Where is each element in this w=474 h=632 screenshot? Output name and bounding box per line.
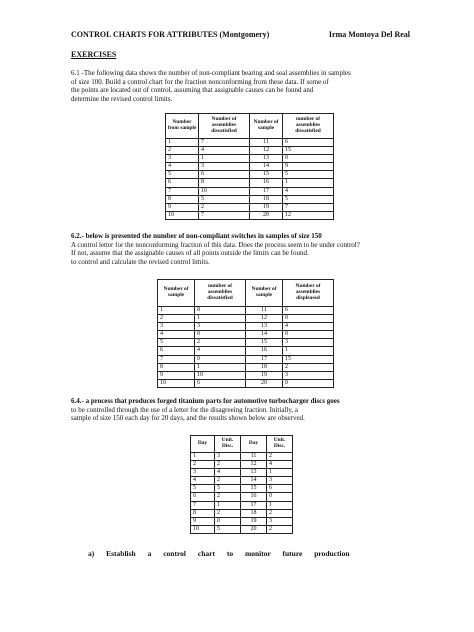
table-cell: 6: [283, 307, 334, 315]
table-row: [166, 171, 334, 179]
table-row: [191, 501, 293, 509]
table-cell: 2: [283, 363, 334, 371]
table-cell: 4: [283, 187, 334, 195]
table-cell: 1: [166, 139, 199, 147]
table-6-2: [157, 279, 334, 388]
table-row: [158, 315, 334, 323]
table-cell: 18: [246, 363, 283, 371]
table-cell: 2: [215, 509, 241, 517]
table-row: [166, 203, 334, 211]
table-cell: 9: [191, 517, 215, 525]
column-header: Unit. Disc.: [267, 436, 293, 453]
table-body: [191, 453, 293, 534]
table-cell: 3: [283, 339, 334, 347]
table-cell: 10: [199, 187, 250, 195]
column-header: Number of sample: [250, 114, 283, 139]
table-cell: 6: [283, 139, 334, 147]
table-cell: 19: [246, 371, 283, 379]
exercise-6-2-title: 6.2.- below is presented the number of non-compliant switches in samples of size 150: [71, 232, 322, 240]
exercise-6-4-line: to be controlled through the use of a letter for the disagreeing fraction. Initially, a: [71, 405, 298, 414]
table-6-4: [190, 435, 293, 534]
table-cell: 2: [215, 461, 241, 469]
table-cell: 2: [195, 339, 246, 347]
table-cell: 8: [166, 195, 199, 203]
column-header: Day: [191, 436, 215, 453]
column-header: Number of assemblies displeased: [283, 280, 334, 307]
table-cell: 10: [195, 371, 246, 379]
table-row: [166, 163, 334, 171]
table-cell: 9: [166, 203, 199, 211]
table-cell: 19: [241, 517, 267, 525]
table-cell: 5: [191, 485, 215, 493]
table-row: [191, 461, 293, 469]
table-cell: 7: [283, 203, 334, 211]
table-cell: 4: [166, 163, 199, 171]
exercise-6-1-text: [71, 69, 407, 103]
exercise-6-4-line: sample of size 150 each day for 20 days, and the results shown below are observed.: [71, 414, 305, 423]
table-cell: 1: [267, 469, 293, 477]
exercise-6-1-line: of size 100. Build a control chart for the fraction nonconforming from these data. If some of: [71, 77, 329, 86]
table-row: [158, 363, 334, 371]
table-cell: 11: [250, 139, 283, 147]
table-cell: 0: [283, 331, 334, 339]
table-cell: 6: [267, 485, 293, 493]
table-cell: 3: [283, 371, 334, 379]
table-cell: 1: [195, 315, 246, 323]
table-cell: 2: [158, 315, 195, 323]
table-cell: 17: [246, 355, 283, 363]
table-cell: 5: [283, 195, 334, 203]
table-cell: 2: [215, 477, 241, 485]
table-cell: 3: [215, 453, 241, 461]
table-cell: 0: [283, 155, 334, 163]
table-cell: 6: [199, 171, 250, 179]
table-cell: 4: [215, 469, 241, 477]
table-cell: 3: [199, 163, 250, 171]
table-cell: 7: [158, 355, 195, 363]
table-cell: 2: [191, 461, 215, 469]
column-header: Number from sample: [166, 114, 199, 139]
table-row: [166, 187, 334, 195]
document-author: Irma Montoya Del Real: [328, 30, 410, 39]
table-cell: 10: [166, 211, 199, 219]
column-header: Number of assemblies dissatisfied: [199, 114, 250, 139]
table-cell: 4: [267, 461, 293, 469]
table-cell: 15: [250, 171, 283, 179]
table-row: [158, 355, 334, 363]
table-cell: 7: [199, 139, 250, 147]
exercise-6-1-line: the points are located out of control, assuming that assignable causes can be found and: [71, 86, 314, 95]
column-header: Day: [241, 436, 267, 453]
table-row: [166, 179, 334, 187]
table-cell: 20: [250, 211, 283, 219]
table-row: [166, 155, 334, 163]
table-cell: 13: [250, 155, 283, 163]
table-cell: 16: [246, 347, 283, 355]
table-cell: 1: [283, 179, 334, 187]
table-cell: 3: [195, 323, 246, 331]
column-header: number of assemblies dissatisfied: [195, 280, 246, 307]
table-cell: 1: [215, 501, 241, 509]
table-cell: 15: [283, 355, 334, 363]
table-cell: 11: [241, 453, 267, 461]
table-cell: 2: [267, 509, 293, 517]
table-cell: 1: [283, 347, 334, 355]
item-a-text: a) Establish a control chart to monitor future production: [88, 549, 350, 558]
table-cell: 14: [241, 477, 267, 485]
table-cell: 6: [191, 493, 215, 501]
table-cell: 15: [246, 339, 283, 347]
table-row: [191, 477, 293, 485]
table-cell: 18: [241, 509, 267, 517]
table-cell: 13: [241, 469, 267, 477]
table-cell: 3: [267, 477, 293, 485]
table-cell: 13: [246, 323, 283, 331]
table-cell: 20: [241, 525, 267, 533]
table-cell: 8: [199, 179, 250, 187]
table-cell: 5: [215, 525, 241, 533]
table-row: [191, 453, 293, 461]
table-cell: 12: [283, 211, 334, 219]
exercise-6-2-line: If not, assume that the assignable causes of all points outside the limits can be found.: [71, 249, 309, 258]
table-cell: 20: [246, 379, 283, 387]
table-cell: 5: [166, 171, 199, 179]
table-cell: 18: [250, 195, 283, 203]
table-cell: 11: [246, 307, 283, 315]
table-row: [166, 139, 334, 147]
table-cell: 3: [191, 469, 215, 477]
table-cell: 19: [250, 203, 283, 211]
table-cell: 10: [191, 525, 215, 533]
table-cell: 12: [241, 461, 267, 469]
table-cell: 16: [250, 179, 283, 187]
table-cell: 2: [267, 525, 293, 533]
table-row: [158, 371, 334, 379]
table-cell: 10: [158, 379, 195, 387]
table-cell: 8: [195, 307, 246, 315]
column-header: Number of sample: [158, 280, 195, 307]
exercise-6-4-text: [71, 397, 407, 423]
table-header-row: [158, 280, 334, 307]
exercise-6-1-line: determine the revised control limits.: [71, 94, 173, 103]
exercise-6-2-text: [71, 232, 407, 266]
table-cell: 1: [158, 307, 195, 315]
table-header-row: [191, 436, 293, 453]
table-cell: 4: [199, 147, 250, 155]
table-cell: 0: [195, 355, 246, 363]
table-row: [191, 517, 293, 525]
table-cell: 4: [158, 331, 195, 339]
table-cell: 15: [283, 147, 334, 155]
table-cell: 8: [158, 363, 195, 371]
table-row: [158, 307, 334, 315]
table-cell: 14: [246, 331, 283, 339]
table-cell: 0: [283, 379, 334, 387]
table-row: [158, 339, 334, 347]
table-row: [191, 485, 293, 493]
table-cell: 5: [158, 339, 195, 347]
exercises-heading: EXERCISES: [71, 50, 117, 59]
exercise-6-2-line: A control letter for the nonconforming fraction of this data. Does the process seem to be under control?: [71, 240, 360, 249]
table-cell: 1: [195, 363, 246, 371]
exercise-6-4-title: 6.4.- a process that produces forged titanium parts for automotive turbocharger discs goes: [71, 397, 340, 405]
column-header: Number of sample: [246, 280, 283, 307]
table-cell: 17: [241, 501, 267, 509]
table-row: [191, 469, 293, 477]
table-cell: 0: [267, 493, 293, 501]
table-row: [166, 195, 334, 203]
table-cell: 4: [195, 347, 246, 355]
table-body: [166, 139, 334, 220]
table-cell: 6: [166, 179, 199, 187]
table-cell: 3: [158, 323, 195, 331]
table-cell: 14: [250, 163, 283, 171]
table-cell: 4: [191, 477, 215, 485]
table-row: [166, 147, 334, 155]
table-cell: 1: [267, 501, 293, 509]
table-body: [158, 307, 334, 388]
table-cell: 7: [191, 501, 215, 509]
table-row: [158, 323, 334, 331]
table-cell: 8: [191, 509, 215, 517]
table-cell: 3: [267, 517, 293, 525]
table-row: [191, 525, 293, 533]
table-cell: 1: [199, 155, 250, 163]
table-row: [166, 211, 334, 219]
table-cell: 4: [283, 323, 334, 331]
table-row: [158, 331, 334, 339]
table-cell: 3: [166, 155, 199, 163]
column-header: Unit. Disc.: [215, 436, 241, 453]
document-title: CONTROL CHARTS FOR ATTRIBUTES (Montgomery): [71, 30, 270, 39]
column-header: number of assemblies dissatisfied: [283, 114, 334, 139]
table-cell: 0: [215, 517, 241, 525]
table-cell: 16: [241, 493, 267, 501]
table-cell: 9: [158, 371, 195, 379]
table-cell: 7: [166, 187, 199, 195]
table-cell: 1: [191, 453, 215, 461]
table-cell: 15: [241, 485, 267, 493]
table-row: [191, 493, 293, 501]
table-cell: 2: [166, 147, 199, 155]
table-cell: 2: [215, 493, 241, 501]
table-row: [191, 509, 293, 517]
table-cell: 12: [246, 315, 283, 323]
table-row: [158, 347, 334, 355]
table-cell: 2: [199, 203, 250, 211]
table-header-row: [166, 114, 334, 139]
table-cell: 5: [199, 195, 250, 203]
table-cell: 17: [250, 187, 283, 195]
table-cell: 2: [267, 453, 293, 461]
exercise-6-2-line: to control and calculate the revised control limits.: [71, 257, 210, 266]
table-cell: 6: [195, 379, 246, 387]
exercise-6-1-line: 6.1 -The following data shows the number of non-compliant bearing and seal assemblies in samples: [71, 69, 351, 77]
table-row: [158, 379, 334, 387]
table-cell: 5: [215, 485, 241, 493]
table-cell: 12: [250, 147, 283, 155]
table-cell: 0: [283, 315, 334, 323]
table-cell: 5: [283, 171, 334, 179]
table-cell: 6: [158, 347, 195, 355]
table-6-1: [165, 113, 334, 220]
table-cell: 0: [195, 331, 246, 339]
table-cell: 7: [199, 211, 250, 219]
table-cell: 9: [283, 163, 334, 171]
